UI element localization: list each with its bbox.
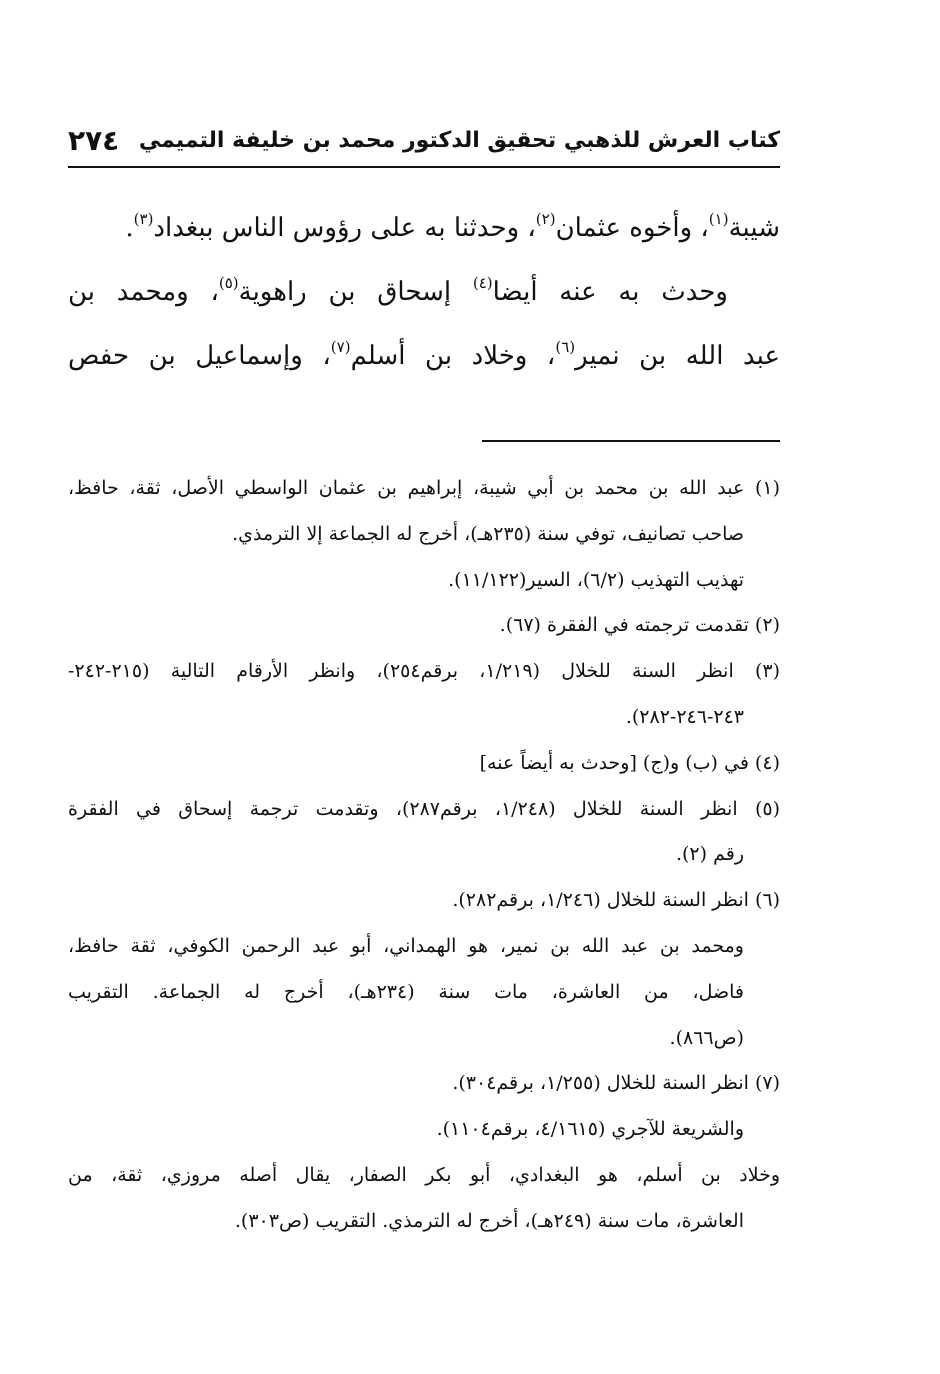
footnote-ref-1: (١) <box>708 210 729 229</box>
text-segment: ، وأخوه عثمان <box>555 213 709 243</box>
footnote-line: (١) عبد الله بن محمد بن أبي شيبة، إبراهيم بن عثمان الواسطي الأصل، ثقة، حافظ، <box>68 477 780 499</box>
footnote-line: (ص٨٦٦). <box>669 1026 744 1049</box>
footnote-ref-2: (٢) <box>535 210 556 229</box>
text-segment: ، وإسماعيل بن حفص <box>68 341 331 371</box>
running-header <box>68 120 780 160</box>
body-line-2 <box>68 260 780 324</box>
footnote-line: رقم (٢). <box>675 843 744 866</box>
text-segment: إسحاق بن راهوية <box>238 277 473 307</box>
footnote-line: صاحب تصانيف، توفي سنة (٢٣٥هـ)، أخرج له الجماعة إلا الترمذي. <box>232 522 744 545</box>
footnote-line: (٦) انظر السنة للخلال (١/٢٤٦، برقم٢٨٢). <box>452 889 780 912</box>
footnote-separator <box>482 440 780 442</box>
running-title: كتاب العرش للذهبي تحقيق الدكتور محمد بن خليفة التميمي <box>138 127 780 153</box>
footnotes <box>68 466 780 1245</box>
text-segment: ، ومحمد بن <box>68 277 219 307</box>
footnote-line: ومحمد بن عبد الله بن نمير، هو الهمداني، أبو عبد الرحمن الكوفي، ثقة حافظ، <box>68 934 744 957</box>
text-segment: ، وخلاد بن أسلم <box>350 341 556 371</box>
footnote-line: (٤) في (ب) و(ج) [وحدث به أيضاً عنه] <box>479 751 780 774</box>
footnote-ref-5: (٥) <box>218 274 239 293</box>
footnote-line: (٥) انظر السنة للخلال (١/٢٤٨، برقم٢٨٧)، وتقدمت ترجمة إسحاق في الفقرة <box>68 797 780 820</box>
text-segment: . <box>125 213 134 243</box>
text-segment: ، وحدثنا به على رؤوس الناس ببغداد <box>153 213 536 243</box>
header-rule <box>68 166 780 168</box>
footnote-line: (٣) انظر السنة للخلال (١/٢١٩، برقم٢٥٤)، وانظر الأرقام التالية (٢١٥-٢٤٢- <box>68 660 781 683</box>
footnote-line: العاشرة، مات سنة (٢٤٩هـ)، أخرج له الترمذي. التقريب (ص٣٠٣). <box>234 1209 744 1232</box>
footnote-line: (٢) تقدمت ترجمته في الفقرة (٦٧). <box>499 614 780 637</box>
main-text <box>68 196 780 388</box>
page-number: ٢٧٤ <box>68 123 120 157</box>
body-line-1 <box>68 196 780 260</box>
body-line-3 <box>68 324 780 388</box>
footnote-line: والشريعة للآجري (٤/١٦١٥، برقم١١٠٤). <box>436 1118 744 1141</box>
footnote-line: وخلاد بن أسلم، هو البغدادي، أبو بكر الصفار، يقال أصله مروزي، ثقة، من <box>68 1163 780 1186</box>
footnote-line: تهذيب التهذيب (٦/٢)، السير(١١/١٢٢). <box>448 568 744 591</box>
text-segment: وحدث به عنه أيضا <box>492 277 728 307</box>
footnote-line: ٢٤٣-٢٤٦-٢٨٢). <box>625 705 744 728</box>
footnote-ref-4: (٤) <box>472 274 493 293</box>
footnote-ref-7: (٧) <box>330 338 351 357</box>
footnote-ref-3: (٣) <box>133 210 154 229</box>
footnote-line: فاضل، من العاشرة، مات سنة (٢٣٤هـ)، أخرج له الجماعة. التقريب <box>68 980 745 1003</box>
footnote-line: (٧) انظر السنة للخلال (١/٢٥٥، برقم٣٠٤). <box>452 1072 780 1095</box>
text-segment: شيبة <box>728 213 780 243</box>
footnote-ref-6: (٦) <box>555 338 576 357</box>
text-segment: عبد الله بن نمير <box>575 341 781 371</box>
